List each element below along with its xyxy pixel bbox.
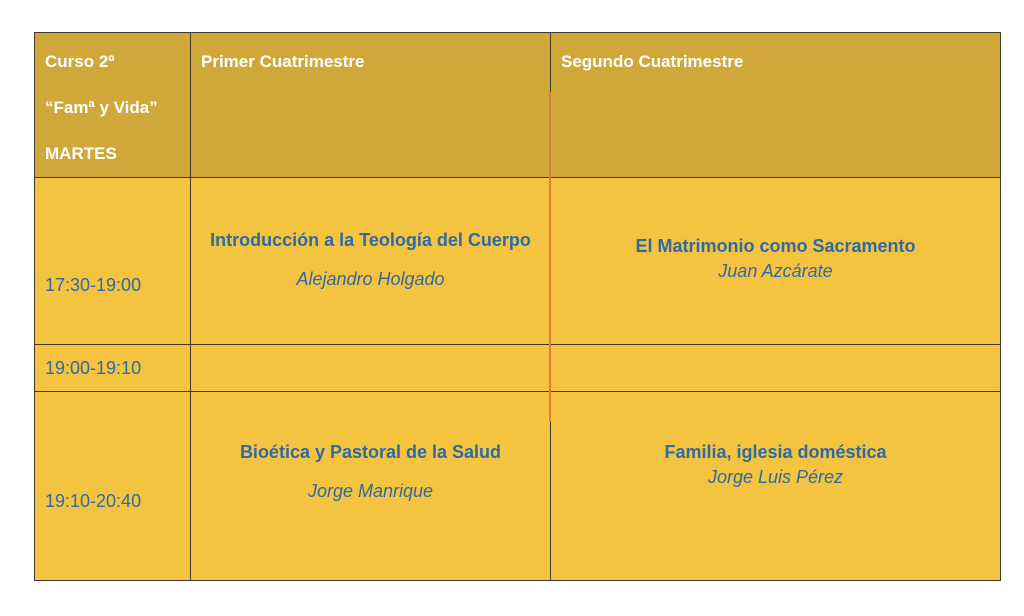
- course-teacher: Jorge Luis Pérez: [707, 467, 844, 487]
- first-term-break-cell: [191, 345, 551, 392]
- table-row: [35, 178, 1001, 345]
- time-slot-label: 17:30-19:00: [45, 275, 142, 295]
- header-second-term-label: Segundo Cuatrimestre: [561, 52, 744, 71]
- header-first-term-cell: [191, 33, 551, 178]
- course-teacher: Alejandro Holgado: [296, 269, 445, 289]
- first-term-course-cell: [191, 392, 551, 581]
- course-title: El Matrimonio como Sacramento: [635, 236, 916, 256]
- header-program-label: “Famª y Vida”: [45, 98, 158, 117]
- header-second-term-cell: [551, 33, 1001, 178]
- column-divider-accent: [549, 92, 551, 422]
- course-title: Bioética y Pastoral de la Salud: [239, 442, 502, 462]
- course-teacher: Jorge Manrique: [307, 481, 434, 501]
- header-day-label: MARTES: [45, 144, 117, 163]
- second-term-break-cell: [551, 345, 1001, 392]
- time-slot-label: 19:00-19:10: [45, 357, 142, 378]
- time-cell: [35, 345, 191, 392]
- time-slot-label: 19:10-20:40: [45, 491, 142, 511]
- course-teacher: Juan Azcárate: [718, 261, 833, 281]
- header-course-label: Curso 2º: [45, 52, 115, 71]
- time-cell: [35, 178, 191, 345]
- table-row: [35, 392, 1001, 581]
- table-header-row: [35, 33, 1001, 178]
- first-term-course-cell: [191, 178, 551, 345]
- course-title: Introducción a la Teología del Cuerpo: [210, 230, 531, 250]
- schedule-table: [34, 32, 1001, 581]
- course-title: Familia, iglesia doméstica: [664, 442, 887, 462]
- header-first-term-label: Primer Cuatrimestre: [201, 52, 365, 71]
- header-course-cell: [35, 33, 191, 178]
- second-term-course-cell: [551, 392, 1001, 581]
- time-cell: [35, 392, 191, 581]
- second-term-course-cell: [551, 178, 1001, 345]
- table-row: [35, 345, 1001, 392]
